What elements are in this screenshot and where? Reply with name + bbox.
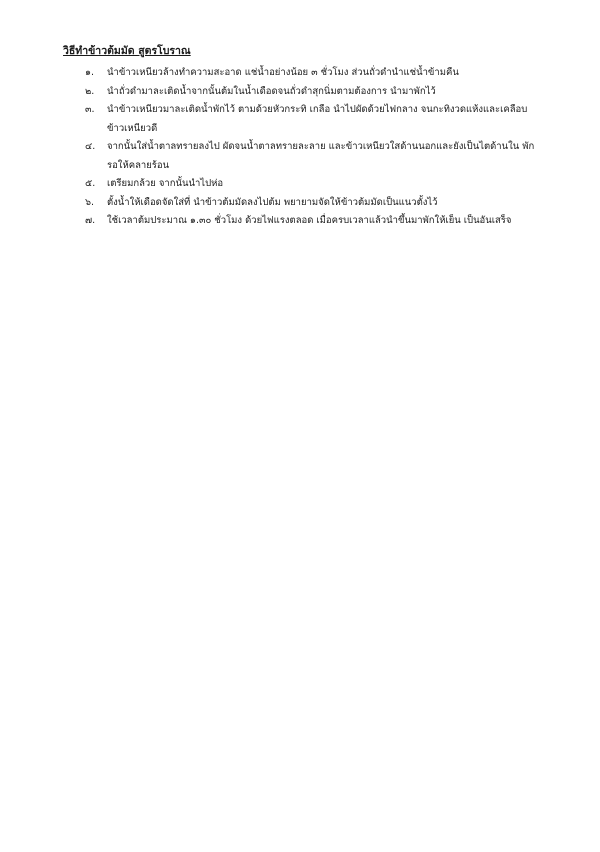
recipe-step-1 xyxy=(63,64,543,83)
recipe-step-5 xyxy=(63,175,543,194)
step-text: ตั้งน้ำให้เดือดจัดใส่ที่ นำข้าวต้มมัดลงไปต้ม พยายามจัดให้ข้าวต้มมัดเป็นแนวตั้งไว้ xyxy=(107,196,438,208)
recipe-step-7 xyxy=(63,212,543,231)
step-number: ๕. xyxy=(85,178,96,189)
step-text: นำข้าวเหนียวล้างทำความสะอาด แช่น้ำอย่างน้อย ๓ ชั่วโมง ส่วนถั่วดำนำแช่น้ำข้ามคืน xyxy=(107,67,459,78)
step-text: นำถั่วดำมาละเติดน้ำจากนั้นต้มในน้ำเดือดจนถั่วดำสุกนิ่มตามต้องการ นำมาพักไว้ xyxy=(107,85,436,97)
recipe-step-2 xyxy=(63,83,543,102)
step-text: เตรียมกล้วย จากนั้นนำไปห่อ xyxy=(107,178,224,189)
recipe-step-3 xyxy=(63,101,543,138)
recipe-step-6 xyxy=(63,194,543,213)
step-number: ๗. xyxy=(85,215,96,226)
recipe-title: วิธีทำข้าวต้มมัด สูตรโบราณ xyxy=(63,45,191,57)
step-text: นำข้าวเหนียวมาละเติดน้ำพักไว้ ตามด้วยหัวกระทิ เกลือ นำไปผัดด้วยไฟกลาง จนกะทิงวดแห้งและเคลือบข้าวเหนียวดี xyxy=(107,104,528,134)
recipe-step-4 xyxy=(63,138,543,175)
step-text: ใช้เวลาต้มประมาณ ๑.๓๐ ชั่วโมง ด้วยไฟแรงตลอด เมื่อครบเวลาแล้วนำขึ้นมาพักให้เย็น เป็นอันเสร็จ xyxy=(107,215,512,226)
recipe-steps-list xyxy=(63,64,543,231)
step-number: ๑. xyxy=(85,67,95,78)
step-number: ๒. xyxy=(85,85,95,97)
step-text: จากนั้นใส่น้ำตาลทรายลงไป ผัดจนน้ำตาลทรายละลาย และข้าวเหนียวใสด้านนอกและยังเป็นไตด้านใน พักรอให้คลายร้อน xyxy=(107,141,535,171)
step-number: ๖. xyxy=(85,196,95,208)
document-body xyxy=(63,44,543,231)
step-number: ๔. xyxy=(85,141,96,152)
step-number: ๓. xyxy=(85,104,95,115)
